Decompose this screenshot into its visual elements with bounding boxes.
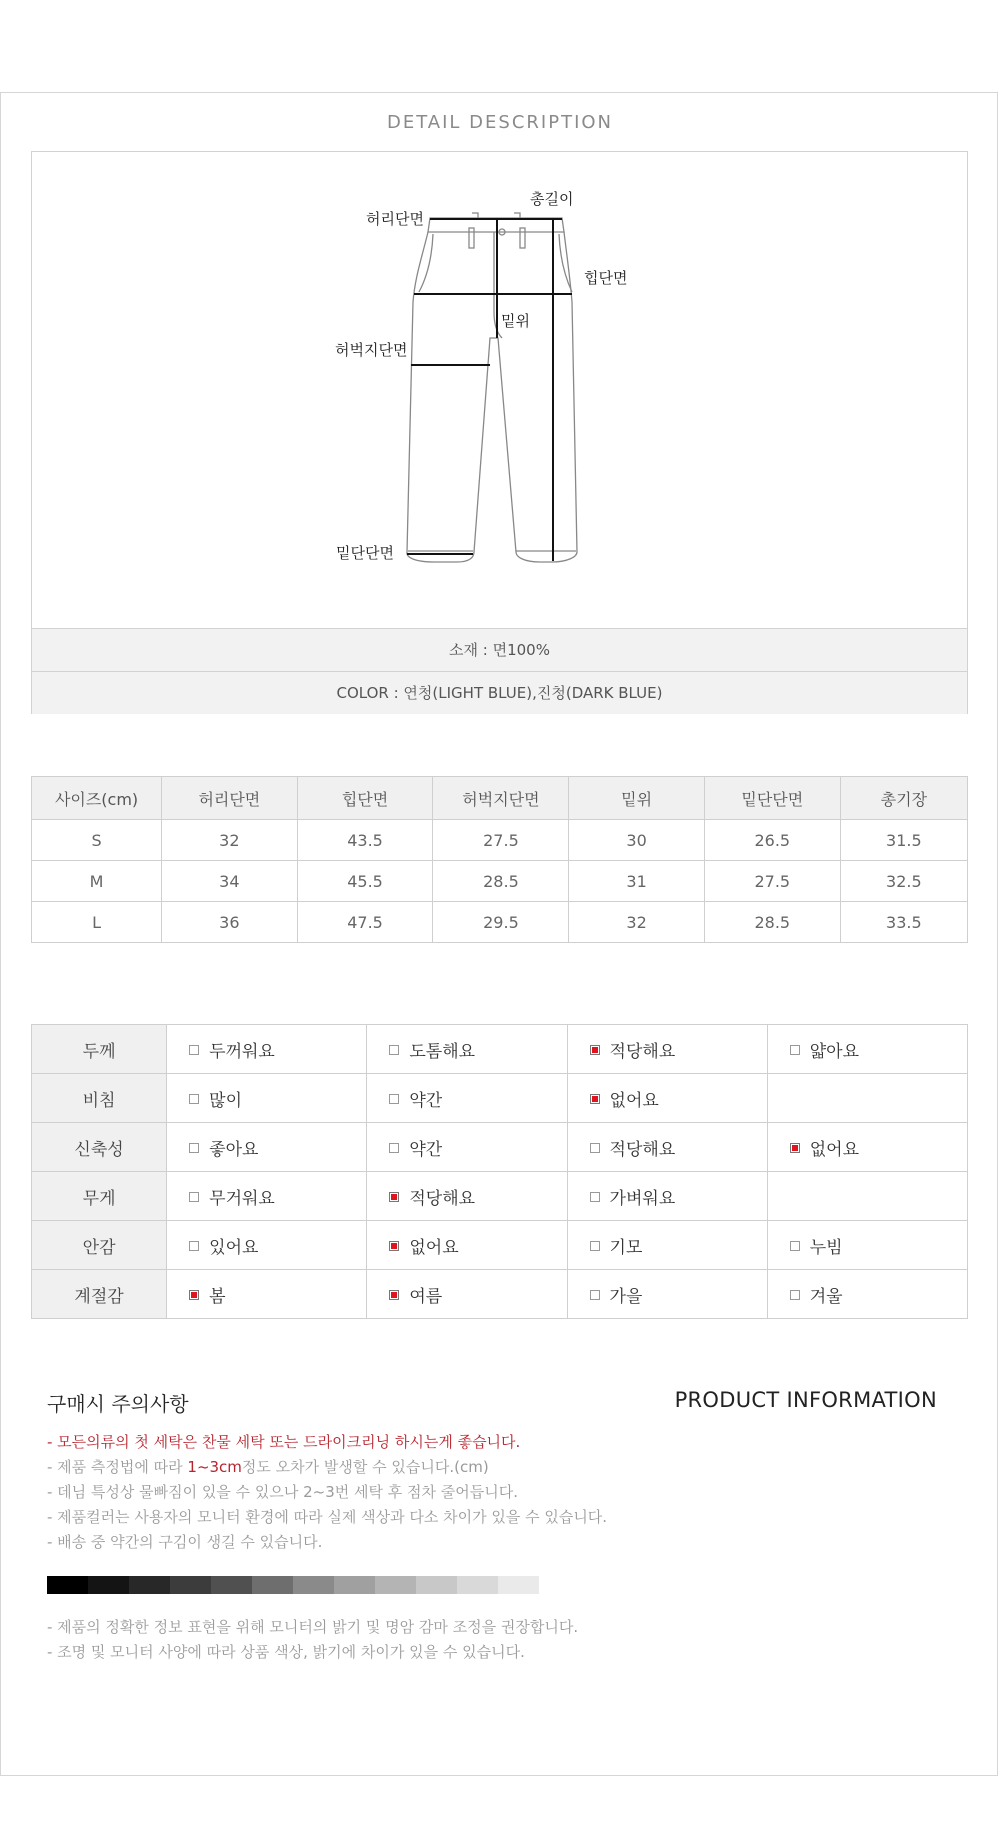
size-cell: 33.5: [840, 902, 967, 943]
checkbox-icon[interactable]: [790, 1290, 800, 1300]
color-row: COLOR : 연청(LIGHT BLUE),진청(DARK BLUE): [32, 671, 967, 714]
attribute-option[interactable]: [767, 1221, 967, 1270]
attribute-option-label: 여름: [409, 1286, 443, 1307]
checkbox-icon[interactable]: [389, 1094, 399, 1104]
attribute-option[interactable]: [167, 1221, 367, 1270]
gray-swatch: [88, 1576, 129, 1594]
size-cell: 27.5: [433, 820, 569, 861]
attribute-label: 비침: [32, 1074, 167, 1123]
notice-line: [47, 1455, 607, 1480]
attribute-option-label: 적당해요: [609, 1041, 676, 1062]
attribute-option[interactable]: [567, 1270, 767, 1319]
size-cell: 28.5: [433, 861, 569, 902]
checkbox-icon[interactable]: [189, 1045, 199, 1055]
attribute-label: 무게: [32, 1172, 167, 1221]
attribute-option-label: 기모: [609, 1237, 643, 1258]
attribute-option-label: 무거워요: [209, 1188, 275, 1209]
attribute-option[interactable]: [567, 1025, 767, 1074]
label-thigh: 허벅지단면: [335, 341, 408, 359]
checked-checkbox-icon[interactable]: [590, 1045, 600, 1055]
table-row: [32, 820, 968, 861]
checkbox-icon[interactable]: [590, 1192, 600, 1202]
checked-checkbox-icon[interactable]: [389, 1241, 399, 1251]
gray-swatch: [252, 1576, 293, 1594]
attribute-row: [32, 1074, 968, 1123]
gray-swatch: [457, 1576, 498, 1594]
size-cell: 34: [162, 861, 297, 902]
attribute-row: [32, 1221, 968, 1270]
attribute-option-label: 있어요: [209, 1237, 259, 1258]
label-total-length: 총길이: [530, 190, 574, 208]
attribute-option-label: 누빔: [809, 1237, 843, 1258]
size-cell: 47.5: [297, 902, 433, 943]
checkbox-icon[interactable]: [790, 1045, 800, 1055]
size-cell: M: [32, 861, 162, 902]
notice-highlight: 1~3cm: [187, 1458, 242, 1476]
size-cell: 31.5: [840, 820, 967, 861]
attribute-option-label: 가벼워요: [609, 1188, 676, 1209]
size-cell: L: [32, 902, 162, 943]
gray-swatch: [293, 1576, 334, 1594]
attribute-row: [32, 1123, 968, 1172]
gray-scale-bar: [47, 1576, 539, 1594]
attribute-option[interactable]: [367, 1172, 567, 1221]
attribute-row: [32, 1025, 968, 1074]
product-information-heading: PRODUCT INFORMATION: [674, 1388, 937, 1412]
size-header-cell: 사이즈(cm): [32, 777, 162, 820]
attribute-option-label: 많이: [209, 1090, 242, 1111]
checked-checkbox-icon[interactable]: [389, 1290, 399, 1300]
attribute-option-label: 약간: [409, 1139, 443, 1160]
attribute-option[interactable]: [567, 1074, 767, 1123]
size-cell: 27.5: [704, 861, 840, 902]
diagram-box: [31, 151, 968, 714]
checkbox-icon[interactable]: [189, 1192, 199, 1202]
size-table-header: [32, 777, 968, 820]
attribute-row: [32, 1172, 968, 1221]
size-header-cell: 밑위: [569, 777, 704, 820]
attribute-option[interactable]: [367, 1074, 567, 1123]
gray-swatch: [334, 1576, 375, 1594]
attribute-option[interactable]: [167, 1025, 367, 1074]
gray-swatch: [375, 1576, 416, 1594]
attribute-option-label: 약간: [409, 1090, 443, 1111]
attribute-option-label: 없어요: [609, 1090, 659, 1111]
notice-text: - 제품 측정법에 따라: [47, 1458, 188, 1476]
size-table: [31, 776, 968, 943]
attribute-option-label: 얇아요: [809, 1041, 860, 1062]
gray-swatch: [416, 1576, 457, 1594]
attribute-option-label: 두꺼워요: [209, 1041, 275, 1062]
notice-line: - 조명 및 모니터 사양에 따라 상품 색상, 밝기에 차이가 있을 수 있습니다.: [47, 1643, 525, 1661]
attribute-option[interactable]: [567, 1123, 767, 1172]
attribute-option[interactable]: [167, 1270, 367, 1319]
size-cell: 28.5: [704, 902, 840, 943]
notice-text: 정도 오차가 발생할 수 있습니다.(cm): [241, 1458, 489, 1476]
checkbox-icon[interactable]: [590, 1290, 600, 1300]
attribute-option-label: 좋아요: [209, 1139, 259, 1160]
attribute-option[interactable]: [567, 1172, 767, 1221]
attribute-option[interactable]: [567, 1221, 767, 1270]
attribute-option[interactable]: [167, 1123, 367, 1172]
size-header-cell: 밑단단면: [704, 777, 840, 820]
size-header-cell: 허리단면: [162, 777, 297, 820]
label-waist: 허리단면: [366, 210, 424, 228]
size-cell: 43.5: [297, 820, 433, 861]
notice-line: - 배송 중 약간의 구김이 생길 수 있습니다.: [47, 1533, 323, 1551]
table-row: [32, 861, 968, 902]
size-cell: 32: [569, 902, 704, 943]
size-header-cell: 총기장: [840, 777, 967, 820]
checked-checkbox-icon[interactable]: [189, 1290, 199, 1300]
checked-checkbox-icon[interactable]: [790, 1143, 800, 1153]
notice-line: - 제품컬러는 사용자의 모니터 환경에 따라 실제 색상과 다소 차이가 있을 수 있습니다.: [47, 1508, 608, 1526]
gray-swatch: [498, 1576, 539, 1594]
attribute-row: [32, 1270, 968, 1319]
monitor-notice: [47, 1615, 578, 1665]
notice-list: [47, 1430, 607, 1555]
size-cell: 31: [569, 861, 704, 902]
attribute-option-label: 겨울: [809, 1286, 843, 1307]
checkbox-icon[interactable]: [189, 1241, 199, 1251]
attribute-option[interactable]: [767, 1123, 967, 1172]
gray-swatch: [211, 1576, 252, 1594]
notice-title: 구매시 주의사항: [47, 1392, 189, 1416]
attribute-option-label: 도톰해요: [409, 1041, 476, 1062]
attribute-option[interactable]: [367, 1025, 567, 1074]
gray-swatch: [170, 1576, 211, 1594]
size-header-cell: 허벅지단면: [433, 777, 569, 820]
attribute-option-label: 없어요: [409, 1237, 459, 1258]
material-row: 소재 : 면100%: [32, 628, 967, 671]
checked-checkbox-icon[interactable]: [590, 1094, 600, 1104]
size-cell: 32: [162, 820, 297, 861]
attribute-label: 계절감: [32, 1270, 167, 1319]
gray-swatch: [47, 1576, 88, 1594]
attribute-option-label: 적당해요: [409, 1188, 476, 1209]
pants-diagram: [32, 152, 967, 628]
size-cell: 45.5: [297, 861, 433, 902]
size-cell: 29.5: [433, 902, 569, 943]
attribute-label: 안감: [32, 1221, 167, 1270]
attribute-option[interactable]: [167, 1172, 367, 1221]
size-cell: 30: [569, 820, 704, 861]
attribute-option[interactable]: [367, 1270, 567, 1319]
size-cell: 36: [162, 902, 297, 943]
label-hem: 밑단단면: [336, 544, 394, 562]
attribute-option: [767, 1172, 967, 1221]
attribute-label: 신축성: [32, 1123, 167, 1172]
checkbox-icon[interactable]: [189, 1143, 199, 1153]
label-rise: 밑위: [501, 312, 530, 330]
checkbox-icon[interactable]: [389, 1143, 399, 1153]
notice-line: - 모든의류의 첫 세탁은 찬물 세탁 또는 드라이크리닝 하시는게 좋습니다.: [47, 1433, 521, 1451]
checkbox-icon[interactable]: [389, 1045, 399, 1055]
gray-swatch: [129, 1576, 170, 1594]
checkbox-icon[interactable]: [790, 1241, 800, 1251]
attribute-option[interactable]: [167, 1074, 367, 1123]
attribute-option-label: 봄: [209, 1286, 226, 1307]
attribute-option[interactable]: [367, 1123, 567, 1172]
notice-line: - 데님 특성상 물빠짐이 있을 수 있으나 2~3번 세탁 후 점차 줄어듭니다.: [47, 1483, 519, 1501]
attribute-table: [31, 1024, 968, 1319]
detail-title: DETAIL DESCRIPTION: [386, 112, 614, 133]
notice-line: - 제품의 정확한 정보 표현을 위해 모니터의 밝기 및 명암 감마 조정을 권장합니다.: [47, 1618, 579, 1636]
size-cell: 32.5: [840, 861, 967, 902]
size-header-cell: 힙단면: [297, 777, 433, 820]
attribute-option-label: 적당해요: [609, 1139, 676, 1160]
label-hip: 힙단면: [584, 269, 628, 287]
attribute-option-label: 없어요: [809, 1139, 860, 1160]
table-row: [32, 902, 968, 943]
attribute-option[interactable]: [767, 1025, 967, 1074]
checked-checkbox-icon[interactable]: [389, 1192, 399, 1202]
checkbox-icon[interactable]: [590, 1143, 600, 1153]
attribute-option-label: 가을: [609, 1286, 643, 1307]
attribute-option[interactable]: [767, 1270, 967, 1319]
size-cell: S: [32, 820, 162, 861]
attribute-option[interactable]: [367, 1221, 567, 1270]
attribute-option: [767, 1074, 967, 1123]
checkbox-icon[interactable]: [189, 1094, 199, 1104]
size-cell: 26.5: [704, 820, 840, 861]
attribute-label: 두께: [32, 1025, 167, 1074]
checkbox-icon[interactable]: [590, 1241, 600, 1251]
